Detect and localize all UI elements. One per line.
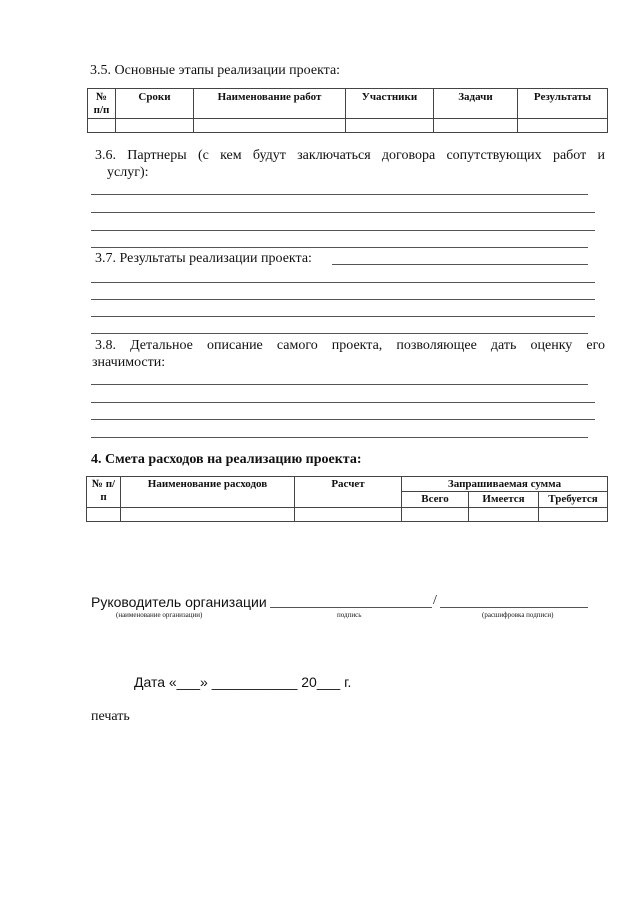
results-fill-line-4[interactable]: [91, 333, 588, 334]
description-fill-line-1[interactable]: [91, 384, 588, 385]
budget-sub-total: Всего: [402, 492, 469, 508]
table-cell[interactable]: [87, 508, 121, 522]
budget-table: [86, 476, 608, 522]
caption-decode: (расшифровка подписи): [482, 611, 554, 619]
budget-table-header-row-1: [87, 477, 608, 492]
signature-label: Руководитель организации: [91, 594, 267, 610]
section-3-6-line1: 3.6. Партнеры (с кем будут заключаться договора сопутствующих работ и: [95, 148, 605, 163]
signature-slash: /: [433, 593, 437, 608]
date-line[interactable]: Дата «___» ___________ 20___ г.: [134, 674, 352, 690]
signature-line[interactable]: [270, 607, 432, 608]
budget-col-calc: Расчет: [295, 477, 402, 508]
table-cell[interactable]: [402, 508, 469, 522]
table-cell[interactable]: [194, 119, 346, 133]
budget-col-name: Наименование расходов: [121, 477, 295, 508]
budget-col-number: № п/п: [87, 477, 121, 508]
table-cell[interactable]: [539, 508, 608, 522]
budget-sub-have: Имеется: [469, 492, 539, 508]
budget-sub-need: Требуется: [539, 492, 608, 508]
partners-fill-line-2[interactable]: [91, 212, 595, 213]
table-cell[interactable]: [295, 508, 402, 522]
signature-decode-line[interactable]: [440, 607, 588, 608]
results-fill-line-1[interactable]: [91, 282, 595, 283]
partners-fill-line-4[interactable]: [91, 247, 588, 248]
section-4-heading: 4. Смета расходов на реализацию проекта:: [91, 452, 362, 467]
partners-fill-line-3[interactable]: [91, 230, 595, 231]
table-cell[interactable]: [346, 119, 434, 133]
stages-col-terms: Сроки: [116, 89, 194, 119]
caption-signature: подпись: [337, 611, 362, 619]
table-cell[interactable]: [121, 508, 295, 522]
partners-fill-line-1[interactable]: [91, 194, 588, 195]
table-cell[interactable]: [518, 119, 608, 133]
section-3-6-line2: услуг):: [107, 165, 149, 180]
section-3-8-line1: 3.8. Детальное описание самого проекта, позволяющее дать оценку его: [95, 338, 605, 353]
stages-col-results: Результаты: [518, 89, 608, 119]
stages-col-number: № п/п: [88, 89, 116, 119]
table-cell[interactable]: [434, 119, 518, 133]
description-fill-line-3[interactable]: [91, 419, 595, 420]
stages-table-header-row: [88, 89, 608, 119]
section-3-7-heading: 3.7. Результаты реализации проекта:: [95, 251, 312, 266]
table-row: [88, 119, 608, 133]
description-fill-line-2[interactable]: [91, 402, 595, 403]
table-cell[interactable]: [88, 119, 116, 133]
caption-organization: (наименование организации): [116, 611, 203, 619]
table-cell[interactable]: [116, 119, 194, 133]
stages-col-tasks: Задачи: [434, 89, 518, 119]
description-fill-line-4[interactable]: [91, 437, 588, 438]
budget-col-requested: Запрашиваемая сумма: [402, 477, 608, 492]
results-fill-line-2[interactable]: [91, 299, 595, 300]
section-3-8-line2: значимости:: [92, 355, 166, 370]
results-fill-line-3[interactable]: [91, 316, 595, 317]
stages-col-participants: Участники: [346, 89, 434, 119]
table-row: [87, 508, 608, 522]
section-3-5-heading: 3.5. Основные этапы реализации проекта:: [90, 63, 341, 78]
stamp-label: печать: [91, 709, 130, 724]
results-fill-line-inline[interactable]: [332, 264, 588, 265]
table-cell[interactable]: [469, 508, 539, 522]
stages-table: [87, 88, 608, 133]
stages-col-works: Наименование работ: [194, 89, 346, 119]
